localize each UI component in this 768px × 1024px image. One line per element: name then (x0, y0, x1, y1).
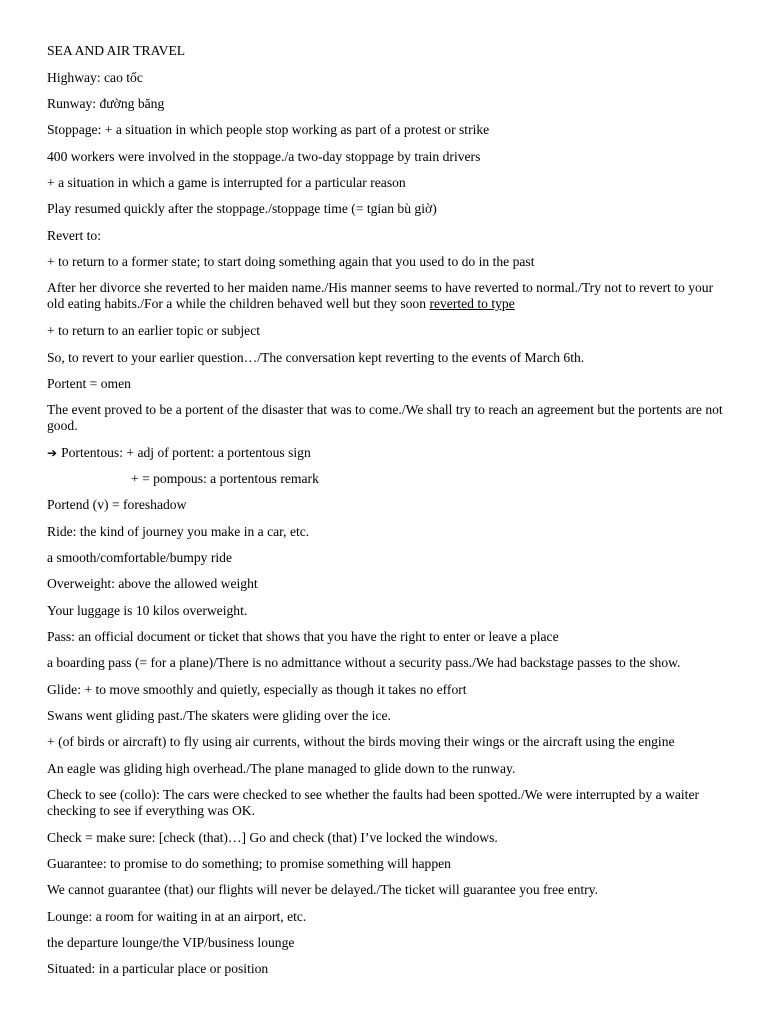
text-line: + to return to an earlier topic or subject (47, 323, 261, 338)
portentous-text: Portentous: + adj of portent: a portentous sign (61, 445, 311, 460)
text-line: Your luggage is 10 kilos overweight. (47, 603, 248, 618)
text-line: 400 workers were involved in the stoppage./a two-day stoppage by train drivers (47, 149, 481, 164)
text-line: Play resumed quickly after the stoppage./stoppage time (= tgian bù giờ) (47, 201, 437, 216)
text-line: Portent = omen (47, 376, 131, 391)
text-paragraph: Check to see (collo): The cars were checked to see whether the faults had been spotted./We were interrupted by a waiter checking to see if everything was OK. (47, 787, 700, 818)
text-line: the departure lounge/the VIP/business lounge (47, 935, 295, 950)
text-line: Check = make sure: [check (that)…] Go and check (that) I’ve locked the windows. (47, 830, 498, 845)
text-line: An eagle was gliding high overhead./The plane managed to glide down to the runway. (47, 761, 516, 776)
text-line: Stoppage: + a situation in which people stop working as part of a protest or strike (47, 122, 490, 137)
portentous-sub-line: + = pompous: a portentous remark (131, 471, 319, 486)
text-line: We cannot guarantee (that) our flights will never be delayed./The ticket will guarantee you free entry. (47, 882, 598, 897)
text-line: + (of birds or aircraft) to fly using air currents, without the birds moving their wings or the aircraft using the engine (47, 734, 675, 749)
arrow-right-icon: ➔ (47, 446, 58, 460)
text-line: + a situation in which a game is interrupted for a particular reason (47, 175, 406, 190)
text-line: Highway: cao tốc (47, 70, 143, 85)
text-line: Ride: the kind of journey you make in a car, etc. (47, 524, 310, 539)
text-line: Runway: đường băng (47, 96, 165, 111)
text-line: Guarantee: to promise to do something; to promise something will happen (47, 856, 451, 871)
text-line: Portend (v) = foreshadow (47, 497, 187, 512)
text-paragraph: The event proved to be a portent of the disaster that was to come./We shall try to reach an agreement but the portents are not good. (47, 402, 723, 433)
revert-example-text: After her divorce she reverted to her maiden name./His manner seems to have reverted to normal./Try not to revert to your old eating habits./For a while the children behaved well but they soon (47, 280, 714, 311)
text-paragraph-revert-example (47, 280, 728, 312)
text-line: Situated: in a particular place or position (47, 961, 269, 976)
text-line: Swans went gliding past./The skaters were gliding over the ice. (47, 708, 391, 723)
text-line: Glide: + to move smoothly and quietly, especially as though it takes no effort (47, 682, 467, 697)
text-line: Revert to: (47, 228, 101, 243)
text-line: So, to revert to your earlier question…/The conversation kept reverting to the events of March 6th. (47, 350, 585, 365)
text-line: Pass: an official document or ticket that shows that you have the right to enter or leave a place (47, 629, 559, 644)
text-line: + to return to a former state; to start doing something again that you used to do in the past (47, 254, 535, 269)
text-line: a smooth/comfortable/bumpy ride (47, 550, 232, 565)
text-line: Lounge: a room for waiting in at an airport, etc. (47, 909, 307, 924)
underlined-phrase: reverted to type (429, 296, 515, 311)
portentous-line (47, 445, 728, 461)
text-line: Overweight: above the allowed weight (47, 576, 258, 591)
text-line: a boarding pass (= for a plane)/There is no admittance without a security pass./We had backstage passes to the show. (47, 655, 681, 670)
document-title: SEA AND AIR TRAVEL (47, 43, 186, 58)
